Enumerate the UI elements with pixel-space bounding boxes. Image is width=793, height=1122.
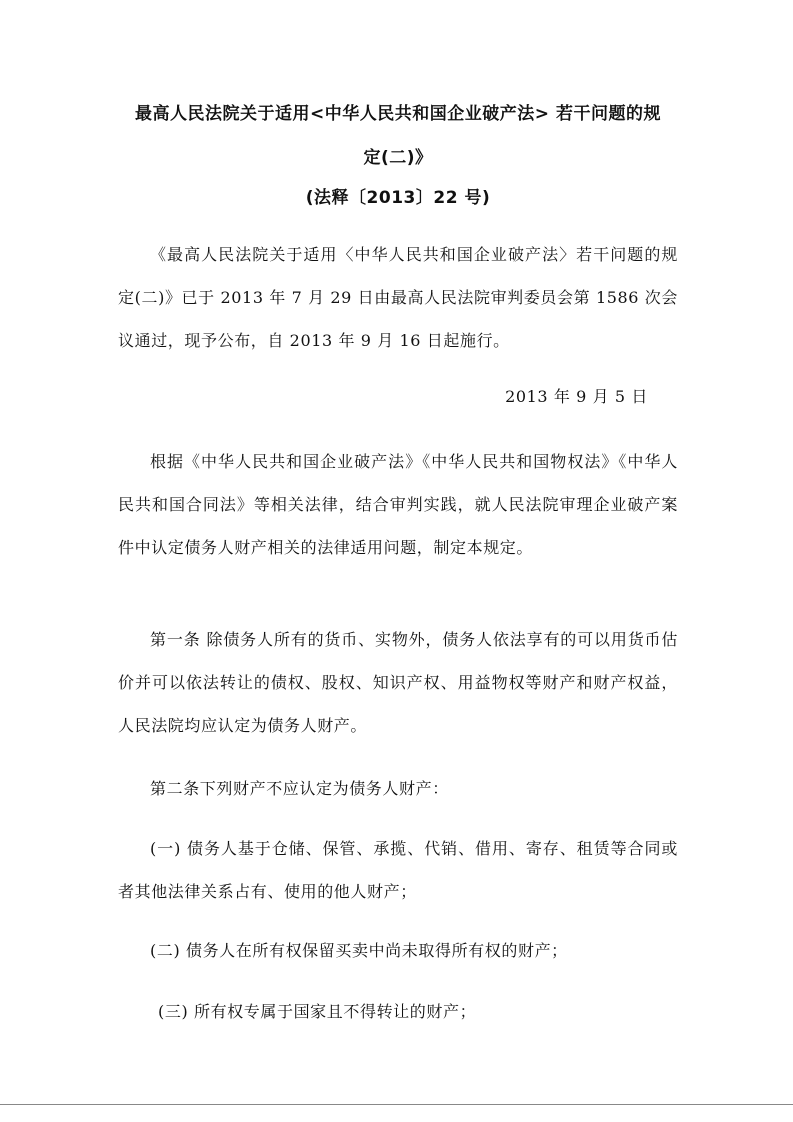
article-2: 第二条下列财产不应认定为债务人财产： bbox=[150, 779, 449, 798]
article-2-item-2: (二) 债务人在所有权保留买卖中尚未取得所有权的财产； bbox=[150, 941, 568, 960]
announcement-paragraph: 《最高人民法院关于适用〈中华人民共和国企业破产法〉若干问题的规定(二)》已于 2013 年 7 月 29 日由最高人民法院审判委员会第 1586 次会议通过，现予公布，自 2013 年 9 月 16 日起施行。 bbox=[118, 245, 678, 350]
basis-paragraph: 根据《中华人民共和国企业破产法》《中华人民共和国物权法》《中华人民共和国合同法》等相关法律，结合审判实践，就人民法院审理企业破产案件中认定债务人财产相关的法律适用问题，制定本规定。 bbox=[118, 452, 678, 557]
article-2-item-3: (三) 所有权专属于国家且不得转让的财产； bbox=[158, 1002, 477, 1021]
document-title-line2: 定(二)》 bbox=[363, 148, 433, 168]
article-2-item-1: (一) 债务人基于仓储、保管、承揽、代销、借用、寄存、租赁等合同或者其他法律关系占有、使用的他人财产； bbox=[118, 839, 678, 901]
document-number: (法释〔2013〕22 号) bbox=[305, 188, 491, 208]
announcement-date: 2013 年 9 月 5 日 bbox=[505, 387, 648, 406]
page-bottom-divider bbox=[0, 1104, 793, 1105]
document-title-line1: 最高人民法院关于适用<中华人民共和国企业破产法> 若干问题的规 bbox=[135, 104, 661, 124]
article-1: 第一条 除债务人所有的货币、实物外，债务人依法享有的可以用货币估价并可以依法转让的债权、股权、知识产权、用益物权等财产和财产权益，人民法院均应认定为债务人财产。 bbox=[118, 630, 678, 735]
